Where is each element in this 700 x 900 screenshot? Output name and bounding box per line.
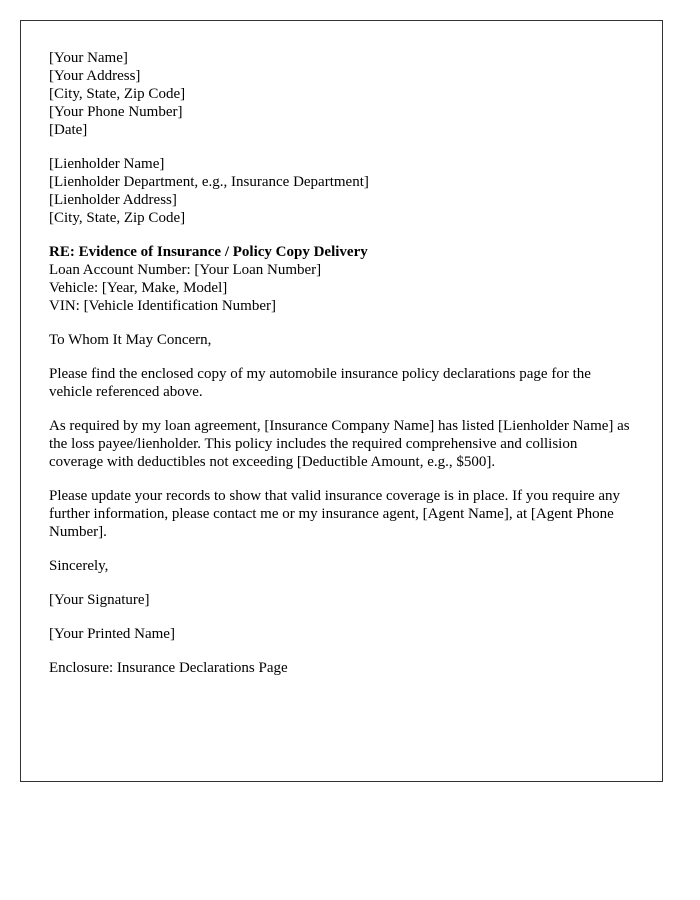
sender-street: [Your Address] — [49, 68, 141, 84]
vehicle-info: Vehicle: [Year, Make, Model] — [49, 280, 228, 296]
recipient-city: [City, State, Zip Code] — [49, 210, 186, 226]
recipient-department: [Lienholder Department, e.g., Insurance Department] — [49, 174, 369, 190]
salutation: To Whom It May Concern, — [49, 332, 212, 348]
loan-account: Loan Account Number: [Your Loan Number] — [49, 262, 322, 278]
letter-page — [20, 20, 663, 782]
sender-address — [49, 49, 634, 139]
signature: [Your Signature] — [49, 592, 150, 608]
sender-name: [Your Name] — [49, 50, 128, 66]
subject-line: RE: Evidence of Insurance / Policy Copy Delivery — [49, 244, 368, 260]
printed-name: [Your Printed Name] — [49, 626, 175, 642]
enclosure: Enclosure: Insurance Declarations Page — [49, 660, 288, 676]
subject-block — [49, 243, 634, 315]
sender-phone: [Your Phone Number] — [49, 104, 183, 120]
body-paragraph: Please update your records to show that valid insurance coverage is in place. If you require any further information, please contact me or my insurance agent, [Agent Name], at [Agent Phone Number]. — [49, 488, 621, 540]
recipient-name: [Lienholder Name] — [49, 156, 165, 172]
body-paragraph: As required by my loan agreement, [Insurance Company Name] has listed [Lienholder Name] as the loss payee/lienholder. This policy includes the required comprehensive and collision coverage with deductibles not exceeding [Deductible Amount, e.g., $500]. — [49, 418, 630, 470]
closing: Sincerely, — [49, 558, 109, 574]
sender-city: [City, State, Zip Code] — [49, 86, 186, 102]
recipient-street: [Lienholder Address] — [49, 192, 177, 208]
recipient-address — [49, 155, 634, 227]
vin-info: VIN: [Vehicle Identification Number] — [49, 298, 276, 314]
letter-date: [Date] — [49, 122, 88, 138]
body-paragraph: Please find the enclosed copy of my automobile insurance policy declarations page for the vehicle referenced above. — [49, 366, 591, 400]
